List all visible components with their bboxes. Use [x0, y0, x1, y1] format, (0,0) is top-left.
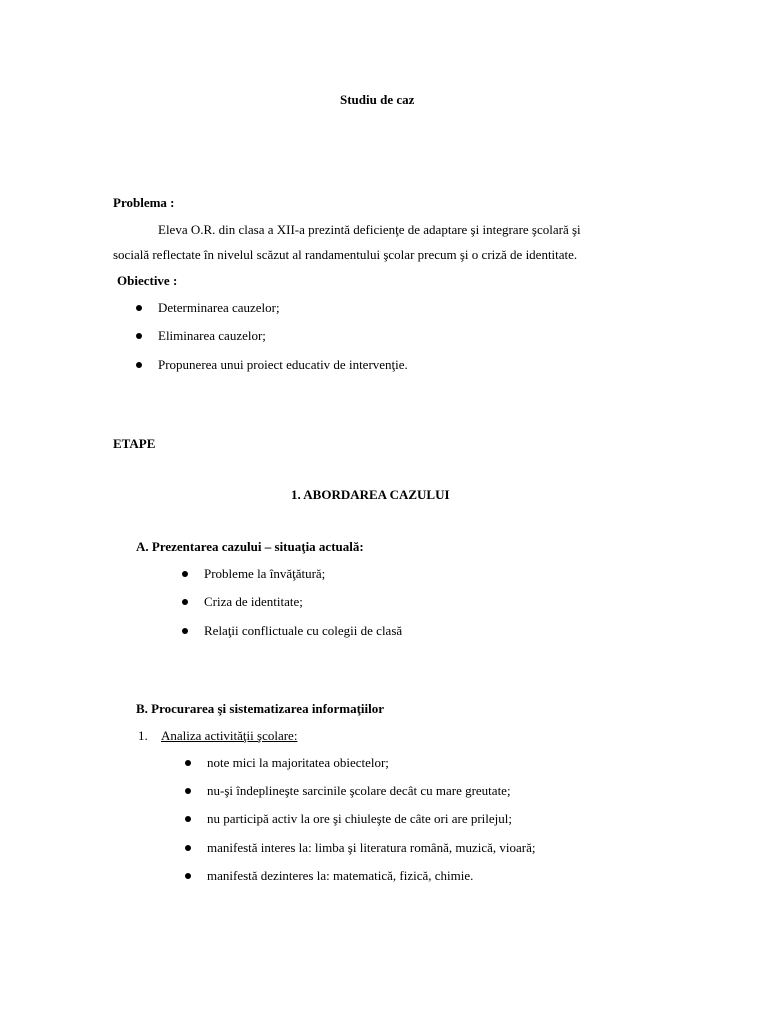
bullet-icon	[185, 788, 191, 794]
bullet-icon	[185, 816, 191, 822]
obiective-item: Determinarea cauzelor;	[158, 300, 280, 315]
bullet-icon	[185, 845, 191, 851]
obiective-item: Propunerea unui proiect educativ de intervenţie.	[158, 357, 408, 372]
obiective-heading: Obiective :	[117, 273, 178, 288]
section-b-item: nu participă activ la ore şi chiuleşte de câte ori are prilejul;	[207, 811, 513, 826]
section-a-item: Probleme la învăţătură;	[204, 566, 326, 581]
page-title: Studiu de caz	[340, 92, 415, 107]
section-a-item: Criza de identitate;	[204, 594, 303, 609]
section-b-item: note mici la majoritatea obiectelor;	[207, 755, 389, 770]
section-a-heading: A. Prezentarea cazului – situaţia actuală:	[136, 539, 364, 554]
section-b-sub-number: 1.	[138, 728, 148, 743]
bullet-icon	[136, 333, 142, 339]
bullet-icon	[182, 628, 188, 634]
section-a-item: Relaţii conflictuale cu colegii de clasă	[204, 623, 403, 638]
section-b-item: manifestă interes la: limba şi literatura română, muzică, vioară;	[207, 840, 536, 855]
bullet-icon	[182, 599, 188, 605]
problema-text-line-1: Eleva O.R. din clasa a XII-a prezintă deficienţe de adaptare şi integrare şcolară şi	[158, 222, 581, 237]
section-1-title: 1. ABORDAREA CAZULUI	[291, 487, 450, 502]
etape-heading: ETAPE	[113, 436, 156, 451]
bullet-icon	[185, 873, 191, 879]
section-b-sub-heading: Analiza activităţii şcolare:	[161, 728, 298, 743]
bullet-icon	[136, 305, 142, 311]
bullet-icon	[182, 571, 188, 577]
problema-heading: Problema :	[113, 195, 175, 210]
bullet-icon	[185, 760, 191, 766]
section-b-item: nu-şi îndeplineşte sarcinile şcolare decât cu mare greutate;	[207, 783, 511, 798]
problema-text-line-2: socială reflectate în nivelul scăzut al randamentului şcolar precum şi o criză de identitate.	[113, 247, 578, 262]
section-b-item: manifestă dezinteres la: matematică, fizică, chimie.	[207, 868, 474, 883]
obiective-item: Eliminarea cauzelor;	[158, 328, 266, 343]
bullet-icon	[136, 362, 142, 368]
section-b-heading: B. Procurarea şi sistematizarea informaţiilor	[136, 701, 385, 716]
